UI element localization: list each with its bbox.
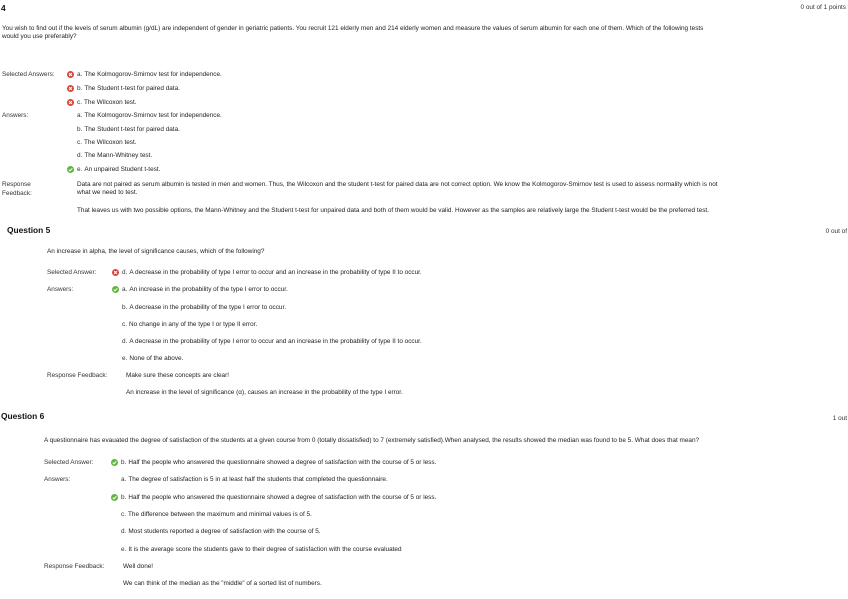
question-5-feedback-line1: Make sure these concepts are clear! — [126, 372, 230, 379]
question-6-feedback-line1: Well done! — [123, 563, 154, 570]
correct-icon — [67, 166, 74, 173]
question-6-answer-d: d. Most students reported a degree of satisfaction with the course of 5. — [121, 528, 321, 535]
incorrect-icon — [112, 269, 119, 276]
question-4-answer-b: b. The Student t-test for paired data. — [77, 126, 180, 133]
question-6-text: A questionnaire has evauated the degree of satisfaction of the students at a given course from 0 (totally dissatisfied) to 7 (extremely satisfied).When analysed, the results showed the median was found to be 5. What does that mean? — [44, 437, 700, 444]
correct-icon — [112, 286, 119, 293]
question-4-selected-b: b. The Student t-test for paired data. — [77, 85, 180, 92]
question-6-title: Question 6 — [1, 411, 45, 421]
question-6-answer-e: e. It is the average score the students gave to their degree of satisfaction with the course evaluated — [121, 546, 402, 553]
question-6-selected-label: Selected Answer: — [44, 459, 94, 466]
question-4-points: 0 out of 1 points — [800, 4, 846, 11]
question-4-feedback-label-2: Feedback: — [2, 190, 32, 197]
question-4-answer-a: a. The Kolmogorov-Smirnov test for independence. — [77, 112, 222, 119]
question-6-answers-label: Answers: — [44, 476, 71, 483]
correct-icon — [111, 494, 118, 501]
correct-icon — [111, 459, 118, 466]
question-5-answers-label: Answers: — [47, 286, 74, 293]
incorrect-icon — [67, 99, 74, 106]
question-4-answers-label: Answers: — [2, 112, 29, 119]
question-6-points: 1 out — [832, 415, 847, 422]
question-5-feedback-line2: An increase in the level of significance (α), causes an increase in the probability of the type I error. — [126, 389, 403, 396]
question-6-answer-c: c. The difference between the maximum and minimal values is of 5. — [121, 511, 312, 518]
question-6-answer-b: b. Half the people who answered the questionnaire showed a degree of satisfaction with the course of 5 or less. — [121, 494, 437, 501]
question-5-points: 0 out of — [825, 228, 847, 235]
question-5-answer-e: e. None of the above. — [122, 355, 184, 362]
question-5-feedback-label: Response Feedback: — [47, 372, 108, 379]
question-6-selected-b: b. Half the people who answered the questionnaire showed a degree of satisfaction with the course of 5 or less. — [121, 459, 437, 466]
question-4-feedback-line1: Data are not paired as serum albumin is tested in men and women. Thus, the Wilcoxon and the student t-test for paired data are not correct option. We know the Kolmogorov-Smirnov test is used to assess normality which is not — [77, 181, 718, 188]
question-6-answer-a: a. The degree of satisfaction is 5 in at least half the students that completed the questionnaire. — [121, 476, 388, 483]
question-5-answer-c: c. No change in any of the type I or type II error. — [122, 321, 258, 328]
question-6-feedback-line2: We can think of the median as the "middle" of a sorted list of numbers. — [123, 580, 322, 587]
question-4-answer-d: d. The Mann-Whitney test. — [77, 152, 153, 159]
question-5-text: An increase in alpha, the level of significance causes, which of the following? — [47, 248, 265, 255]
question-4-text-line2: would you use preferably? — [2, 33, 77, 40]
incorrect-icon — [67, 71, 74, 78]
question-4-text-line1: You wish to find out if the levels of serum albumin (g/dL) are independent of gender in geriatric patients. You recruit 121 elderly men and 214 elderly women and measure the values of serum albumin for each one of them. Which of the following tests — [2, 25, 704, 32]
question-4-answer-c: c. The Wilcoxon test. — [77, 139, 137, 146]
question-5-answer-b: b. A decrease in the probability of the type I error to occur. — [122, 304, 287, 311]
question-4-selected-a: a. The Kolmogorov-Smirnov test for independence. — [77, 71, 222, 78]
incorrect-icon — [67, 85, 74, 92]
question-5-answer-d: d. A decrease in the probability of type I error to occur and an increase in the probability of type II to occur. — [122, 338, 422, 345]
question-6-feedback-label: Response Feedback: — [44, 563, 105, 570]
question-4-title: 4 — [1, 3, 6, 13]
question-4-answer-e: e. An unpaired Student t-test. — [77, 166, 161, 173]
question-5-title: Question 5 — [7, 225, 51, 235]
question-4-selected-c: c. The Wilcoxon test. — [77, 99, 137, 106]
question-4-feedback-label-1: Response — [2, 181, 31, 188]
question-4-feedback-line3: That leaves us with two possible options, the Mann-Whitney and the Student t-test for unpaired data and both of them would be valid. However as the samples are relatively large the Student t-test would be the preferred test. — [77, 207, 709, 214]
question-5-selected-label: Selected Answer: — [47, 269, 97, 276]
question-5-selected-d: d. A decrease in the probability of type I error to occur and an increase in the probability of type II to occur. — [122, 269, 422, 276]
question-4-feedback-line2: what we need to test. — [77, 189, 138, 196]
question-5-answer-a: a. An increase in the probability of the type I error to occur. — [122, 286, 288, 293]
question-4-selected-label: Selected Answers: — [2, 71, 55, 78]
